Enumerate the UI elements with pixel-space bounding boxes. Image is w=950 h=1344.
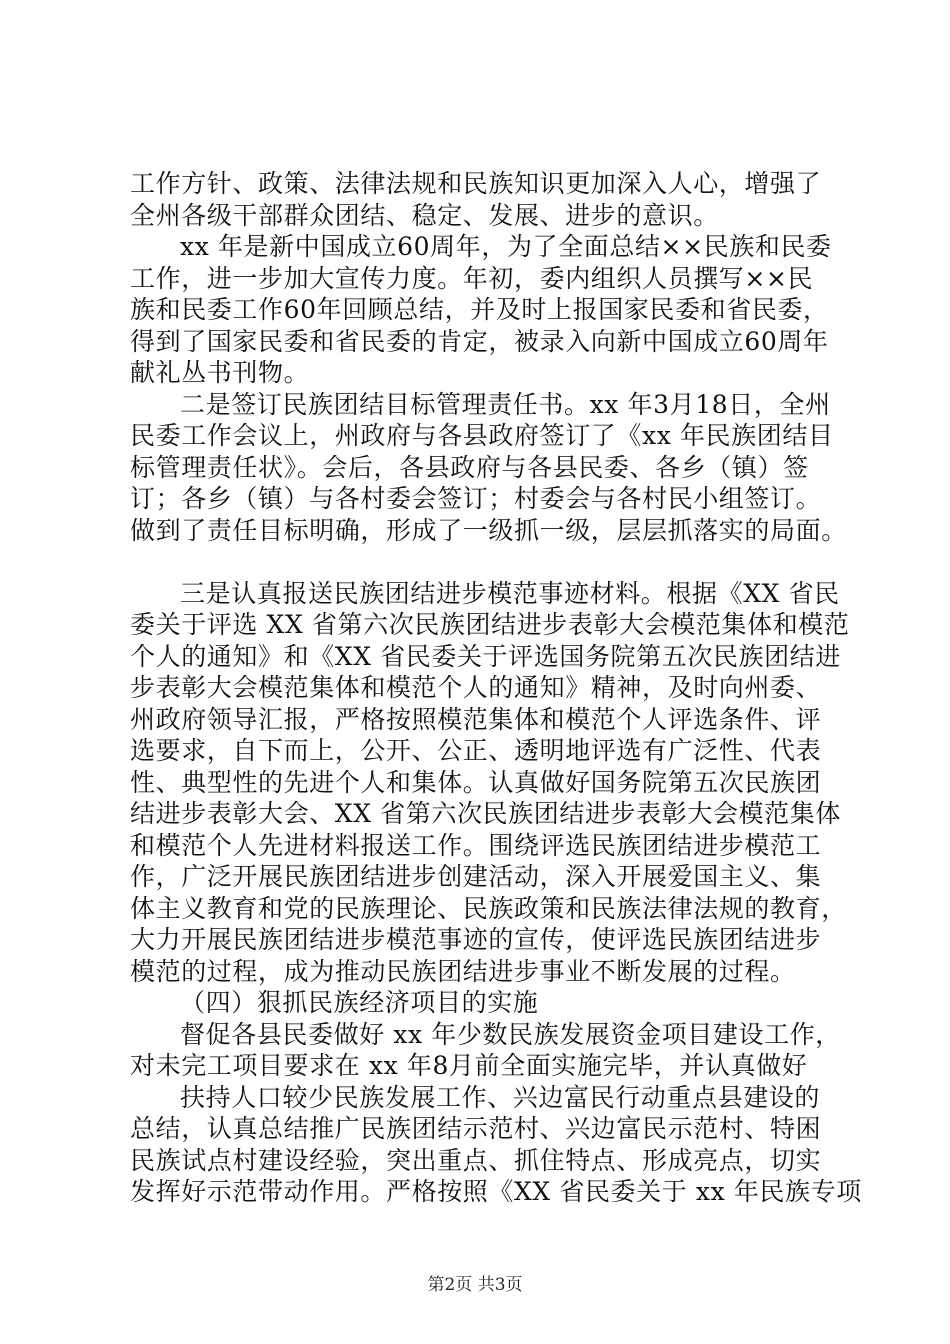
text-line: xx 年是新中国成立60周年，为了全面总结××民族和民委 — [180, 232, 832, 261]
text-line: 标管理责任状》。会后，各县政府与各县民委、各乡（镇）签 — [130, 452, 809, 482]
text-line: 结进步表彰大会、XX 省第六次民族团结进步表彰大会模范集体 — [130, 799, 841, 828]
text-line: 模范的过程，成为推动民族团结进步事业不断发展的过程。 — [130, 956, 796, 986]
text-line: 选要求，自下而上，公开、公正、透明地评选有广泛性、代表 — [130, 736, 822, 765]
text-line: 和模范个人先进材料报送工作。围绕评选民族团结进步模范工 — [130, 830, 822, 860]
text-line: 工作方针、政策、法律法规和民族知识更加深入人心，增强了 — [130, 169, 822, 198]
text-line: 督促各县民委做好 xx 年少数民族发展资金项目建设工作， — [180, 1019, 841, 1049]
text-line: 州政府领导汇报，严格按照模范集体和模范个人评选条件、评 — [130, 704, 822, 734]
text-line: 发挥好示范带动作用。严格按照《XX 省民委关于 xx 年民族专项 — [130, 1177, 862, 1206]
text-line: 二是签订民族团结目标管理责任书。xx 年3月18日，全州 — [180, 389, 831, 419]
text-line: 民族试点村建设经验，突出重点、抓住特点、形成亮点，切实 — [130, 1145, 822, 1175]
page-number-footer: 第2页 共3页 — [427, 1275, 523, 1295]
text-line: 委关于评选 XX 省第六次民族团结进步表彰大会模范集体和模范 — [130, 610, 850, 639]
text-line: 扶持人口较少民族发展工作、兴边富民行动重点县建设的 — [180, 1082, 821, 1112]
text-line: 工作，进一步加大宣传力度。年初，委内组织人员撰写××民 — [130, 263, 814, 293]
text-line: 大力开展民族团结进步模范事迹的宣传，使评选民族团结进步 — [130, 925, 822, 954]
paragraph-gap — [130, 546, 845, 578]
section-heading: （四）狠抓民族经济项目的实施 — [180, 988, 539, 1017]
text-line: 全州各级干部群众团结、稳定、发展、进步的意识。 — [130, 200, 719, 230]
text-line: 体主义教育和党的民族理论、民族政策和民族法律法规的教育， — [130, 893, 847, 923]
text-line: 民委工作会议上，州政府与各县政府签订了《xx 年民族团结目 — [130, 421, 834, 450]
text-line: 总结，认真总结推广民族团结示范村、兴边富民示范村、特困 — [130, 1114, 822, 1143]
text-line: 作，广泛开展民族团结进步创建活动，深入开展爱国主义、集 — [130, 862, 822, 891]
text-line: 对未完工项目要求在 xx 年8月前全面实施完毕，并认真做好 — [130, 1051, 808, 1080]
text-line: 个人的通知》和《XX 省民委关于评选国务院第五次民族团结进 — [130, 641, 841, 671]
text-line: 性、典型性的先进个人和集体。认真做好国务院第五次民族团 — [130, 767, 822, 797]
text-line: 步表彰大会模范集体和模范个人的通知》精神，及时向州委、 — [130, 673, 822, 702]
text-line: 三是认真报送民族团结进步模范事迹材料。根据《XX 省民 — [180, 578, 840, 608]
text-line: 献礼丛书刊物。 — [130, 358, 310, 387]
text-line: 订；各乡（镇）与各村委会签订；村委会与各村民小组签订。 — [130, 484, 822, 513]
text-line: 做到了责任目标明确，形成了一级抓一级，层层抓落实的局面。 — [130, 515, 847, 545]
document-body — [130, 168, 862, 1208]
text-line: 得到了国家民委和省民委的肯定，被录入向新中国成立60周年 — [130, 326, 829, 356]
text-line: 族和民委工作60年回顾总结，并及时上报国家民委和省民委， — [130, 295, 829, 324]
